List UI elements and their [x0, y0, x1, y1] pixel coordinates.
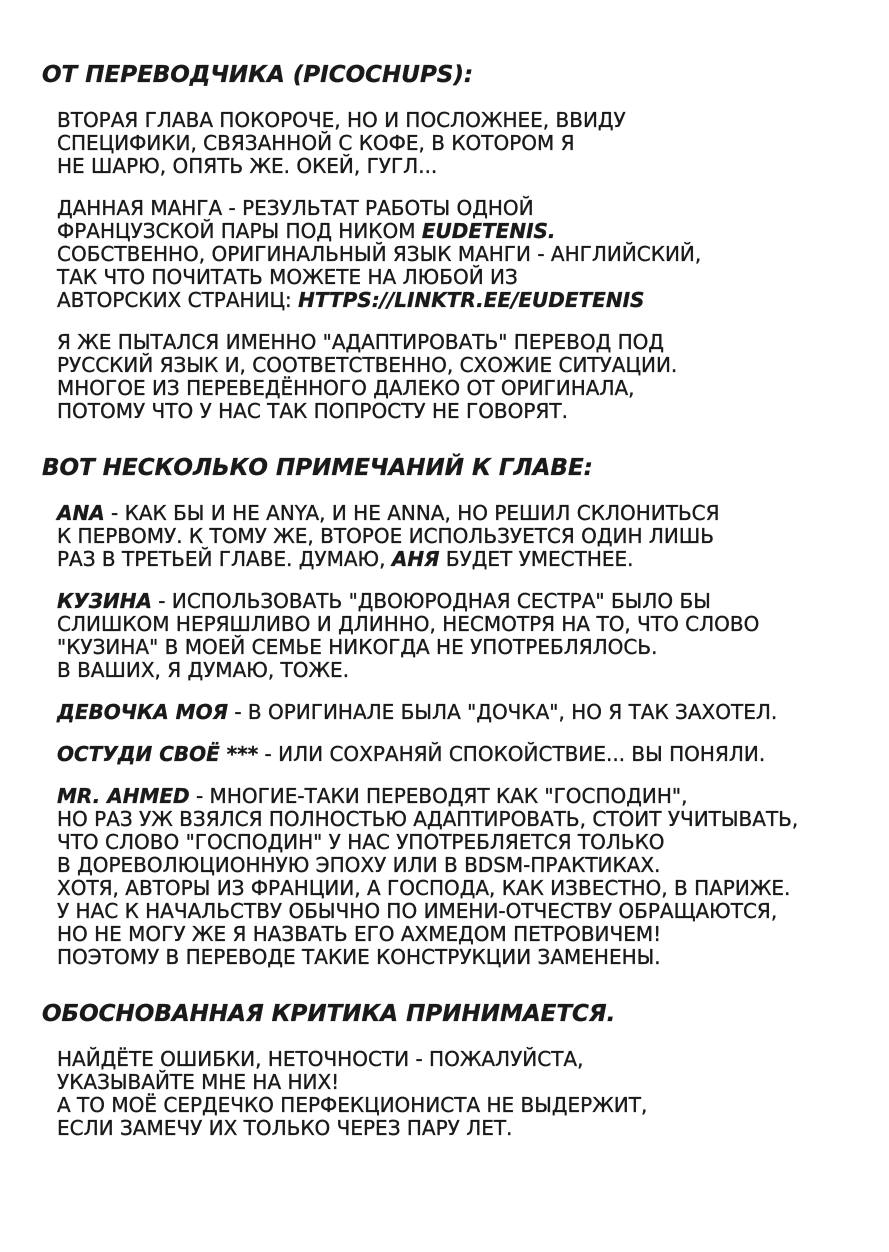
text-segment: НО НЕ МОГУ ЖЕ Я НАЗВАТЬ ЕГО АХМЕДОМ ПЕТРОВИЧЕМ!: [57, 922, 662, 946]
text-line: [57, 377, 889, 400]
text-line: [57, 220, 889, 243]
text-segment: А ТО МОЁ СЕРДЕЧКО ПЕРФЕКЦИОНИСТА НЕ ВЫДЕРЖИТ,: [57, 1093, 648, 1117]
text-line: [57, 785, 889, 808]
paragraph: [57, 701, 889, 724]
section-heading: [42, 455, 889, 481]
section-heading: [42, 1001, 889, 1027]
document-content: [0, 62, 889, 1140]
paragraph: [57, 785, 889, 969]
text-segment: УКАЗЫВАЙТЕ МНЕ НА НИХ!: [57, 1070, 340, 1094]
text-line: [57, 743, 889, 766]
text-line: [57, 831, 889, 854]
emphasized-term: ОСТУДИ СВОЁ ***: [57, 742, 259, 766]
text-line: [57, 354, 889, 377]
text-line: [57, 923, 889, 946]
text-segment: - В ОРИГИНАЛЕ БЫЛА "ДОЧКА", НО Я ТАК ЗАХОТЕЛ.: [227, 700, 778, 724]
text-segment: ФРАНЦУЗСКОЙ ПАРЫ ПОД НИКОМ: [57, 219, 422, 243]
text-segment: В ДОРЕВОЛЮЦИОННУЮ ЭПОХУ ИЛИ В BDSM-ПРАКТИКАХ.: [57, 853, 661, 877]
text-segment: ЕСЛИ ЗАМЕЧУ ИХ ТОЛЬКО ЧЕРЕЗ ПАРУ ЛЕТ.: [57, 1116, 513, 1140]
text-line: [57, 659, 889, 682]
text-line: [57, 1094, 889, 1117]
text-segment: ВОТ НЕСКОЛЬКО ПРИМЕЧАНИЙ К ГЛАВЕ:: [42, 455, 593, 481]
paragraph: [57, 1048, 889, 1140]
text-segment: ВТОРАЯ ГЛАВА ПОКОРОЧЕ, НО И ПОСЛОЖНЕЕ, ВВИДУ: [57, 108, 626, 132]
text-line: [57, 590, 889, 613]
text-line: [42, 455, 889, 481]
emphasized-term: ANA: [57, 501, 105, 525]
text-line: [57, 109, 889, 132]
text-segment: ПОТОМУ ЧТО У НАС ТАК ПОПРОСТУ НЕ ГОВОРЯТ.: [57, 399, 568, 423]
paragraph: [57, 502, 889, 571]
text-line: [57, 877, 889, 900]
text-segment: - МНОГИЕ-ТАКИ ПЕРЕВОДЯТ КАК "ГОСПОДИН",: [189, 784, 688, 808]
text-line: [42, 62, 889, 88]
text-line: [57, 525, 889, 548]
text-line: [57, 266, 889, 289]
text-line: [57, 900, 889, 923]
text-line: [57, 636, 889, 659]
text-segment: НО РАЗ УЖ ВЗЯЛСЯ ПОЛНОСТЬЮ АДАПТИРОВАТЬ, СТОИТ УЧИТЫВАТЬ,: [57, 807, 799, 831]
paragraph: [57, 331, 889, 423]
text-segment: К ПЕРВОМУ. К ТОМУ ЖЕ, ВТОРОЕ ИСПОЛЬЗУЕТСЯ ОДИН ЛИШЬ: [57, 524, 714, 548]
text-segment: "КУЗИНА" В МОЕЙ СЕМЬЕ НИКОГДА НЕ УПОТРЕБЛЯЛОСЬ.: [57, 635, 658, 659]
text-segment: АВТОРСКИХ СТРАНИЦ:: [57, 288, 299, 312]
text-line: [57, 548, 889, 571]
text-segment: - ИЛИ СОХРАНЯЙ СПОКОЙСТВИЕ... ВЫ ПОНЯЛИ.: [258, 742, 766, 766]
text-line: [57, 1071, 889, 1094]
text-line: [57, 197, 889, 220]
text-line: [42, 1001, 889, 1027]
text-segment: ПОЭТОМУ В ПЕРЕВОДЕ ТАКИЕ КОНСТРУКЦИИ ЗАМЕНЕНЫ.: [57, 945, 661, 969]
text-line: [57, 854, 889, 877]
emphasized-term: АНЯ: [391, 547, 440, 571]
text-segment: МНОГОЕ ИЗ ПЕРЕВЕДЁННОГО ДАЛЕКО ОТ ОРИГИНАЛА,: [57, 376, 635, 400]
paragraph: [57, 197, 889, 312]
text-line: [57, 243, 889, 266]
text-segment: ХОТЯ, АВТОРЫ ИЗ ФРАНЦИИ, А ГОСПОДА, КАК ИЗВЕСТНО, В ПАРИЖЕ.: [57, 876, 791, 900]
text-segment: СЛИШКОМ НЕРЯШЛИВО И ДЛИННО, НЕСМОТРЯ НА ТО, ЧТО СЛОВО: [57, 612, 760, 636]
paragraph: [57, 743, 889, 766]
text-line: [57, 289, 889, 312]
emphasized-term: HTTPS://LINKTR.EE/EUDETENIS: [298, 288, 645, 312]
text-segment: СОБСТВЕННО, ОРИГИНАЛЬНЫЙ ЯЗЫК МАНГИ - АНГЛИЙСКИЙ,: [57, 242, 702, 266]
emphasized-term: КУЗИНА: [57, 589, 152, 613]
text-segment: СПЕЦИФИКИ, СВЯЗАННОЙ С КОФЕ, В КОТОРОМ Я: [57, 131, 575, 155]
text-line: [57, 400, 889, 423]
text-line: [57, 155, 889, 178]
text-segment: - ИСПОЛЬЗОВАТЬ "ДВОЮРОДНАЯ СЕСТРА" БЫЛО БЫ: [151, 589, 711, 613]
text-line: [57, 132, 889, 155]
paragraph: [57, 109, 889, 178]
text-segment: РАЗ В ТРЕТЬЕЙ ГЛАВЕ. ДУМАЮ,: [57, 547, 392, 571]
text-line: [57, 1117, 889, 1140]
text-segment: РУССКИЙ ЯЗЫК И, СООТВЕТСТВЕННО, СХОЖИЕ СИТУАЦИИ.: [57, 353, 678, 377]
text-line: [57, 502, 889, 525]
text-line: [57, 331, 889, 354]
section-heading: [42, 62, 889, 88]
text-segment: НЕ ШАРЮ, ОПЯТЬ ЖЕ. ОКЕЙ, ГУГЛ...: [57, 154, 438, 178]
text-segment: ОТ ПЕРЕВОДЧИКА (PICOCHUPS):: [42, 62, 474, 88]
text-segment: БУДЕТ УМЕСТНЕЕ.: [439, 547, 634, 571]
text-line: [57, 701, 889, 724]
text-segment: ЧТО СЛОВО "ГОСПОДИН" У НАС УПОТРЕБЛЯЕТСЯ ТОЛЬКО: [57, 830, 665, 854]
text-segment: У НАС К НАЧАЛЬСТВУ ОБЫЧНО ПО ИМЕНИ-ОТЧЕСТВУ ОБРАЩАЮТСЯ,: [57, 899, 778, 923]
paragraph: [57, 590, 889, 682]
text-segment: ОБОСНОВАННАЯ КРИТИКА ПРИНИМАЕТСЯ.: [42, 1001, 616, 1027]
text-segment: - КАК БЫ И НЕ ANYA, И НЕ ANNA, НО РЕШИЛ СКЛОНИТЬСЯ: [104, 501, 720, 525]
text-segment: ДАННАЯ МАНГА - РЕЗУЛЬТАТ РАБОТЫ ОДНОЙ: [57, 196, 534, 220]
text-segment: ТАК ЧТО ПОЧИТАТЬ МОЖЕТЕ НА ЛЮБОЙ ИЗ: [57, 265, 518, 289]
text-line: [57, 946, 889, 969]
text-segment: Я ЖЕ ПЫТАЛСЯ ИМЕННО "АДАПТИРОВАТЬ" ПЕРЕВОД ПОД: [57, 330, 664, 354]
emphasized-term: ДЕВОЧКА МОЯ: [57, 700, 228, 724]
emphasized-term: EUDETENIS.: [421, 219, 556, 243]
text-line: [57, 613, 889, 636]
text-line: [57, 1048, 889, 1071]
text-line: [57, 808, 889, 831]
emphasized-term: MR. AHMED: [57, 784, 190, 808]
text-segment: НАЙДЁТЕ ОШИБКИ, НЕТОЧНОСТИ - ПОЖАЛУЙСТА,: [57, 1047, 584, 1071]
text-segment: В ВАШИХ, Я ДУМАЮ, ТОЖЕ.: [57, 658, 350, 682]
